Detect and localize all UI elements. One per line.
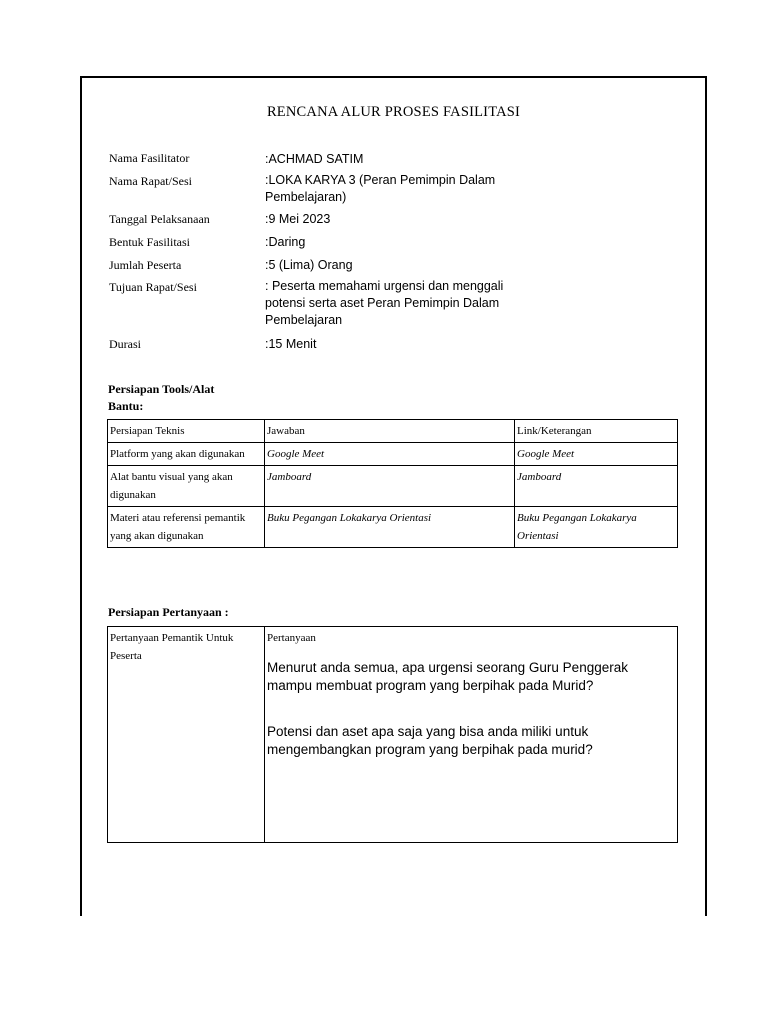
- cell-keterangan: Buku Pegangan Lokakarya Orientasi: [515, 507, 678, 548]
- cell-teknis: Platform yang akan digunakan: [108, 443, 265, 466]
- value-tanggal-pelaksanaan: :9 Mei 2023: [265, 212, 331, 226]
- cell-keterangan: Google Meet: [515, 443, 678, 466]
- cell-jawaban: Google Meet: [265, 443, 515, 466]
- table-header-row: [108, 420, 678, 443]
- questions-heading: Persiapan Pertanyaan :: [108, 605, 229, 619]
- tools-heading: Persiapan Tools/Alat Bantu:: [108, 382, 215, 413]
- table-row: [108, 443, 678, 466]
- cell-pertanyaan: [265, 627, 678, 843]
- cell-teknis: Alat bantu visual yang akan digunakan: [108, 466, 265, 507]
- cell-jawaban: Buku Pegangan Lokakarya Orientasi: [265, 507, 515, 548]
- cell-pertanyaan-pemantik: Pertanyaan Pemantik Untuk Peserta: [108, 627, 265, 843]
- header-link-keterangan: Link/Keterangan: [515, 420, 678, 443]
- label-tanggal-pelaksanaan: Tanggal Pelaksanaan: [109, 212, 210, 226]
- label-durasi: Durasi: [109, 337, 141, 351]
- questions-column-header: Pertanyaan: [267, 632, 316, 644]
- label-nama-rapat: Nama Rapat/Sesi: [109, 174, 192, 188]
- document-title: RENCANA ALUR PROSES FASILITASI: [266, 104, 521, 120]
- value-bentuk-fasilitasi: :Daring: [265, 235, 306, 249]
- tools-table: [107, 419, 678, 548]
- cell-teknis: Materi atau referensi pemantik yang akan digunakan: [108, 507, 265, 548]
- header-jawaban: Jawaban: [265, 420, 515, 443]
- table-row: [108, 507, 678, 548]
- value-tujuan-rapat: : Peserta memahami urgensi dan menggali potensi serta aset Peran Pemimpin Dalam Pembelajaran: [265, 279, 504, 327]
- label-bentuk-fasilitasi: Bentuk Fasilitasi: [109, 235, 190, 249]
- value-durasi: :15 Menit: [265, 337, 317, 351]
- label-jumlah-peserta: Jumlah Peserta: [109, 258, 182, 272]
- value-nama-fasilitator: :ACHMAD SATIM: [265, 152, 364, 166]
- cell-keterangan: Jamboard: [515, 466, 678, 507]
- value-jumlah-peserta: :5 (Lima) Orang: [265, 258, 353, 272]
- label-tujuan-rapat: Tujuan Rapat/Sesi: [109, 280, 197, 294]
- table-row: [108, 627, 678, 843]
- header-persiapan-teknis: Persiapan Teknis: [108, 420, 265, 443]
- table-row: [108, 466, 678, 507]
- cell-jawaban: Jamboard: [265, 466, 515, 507]
- value-nama-rapat: :LOKA KARYA 3 (Peran Pemimpin Dalam Pembelajaran): [265, 173, 496, 204]
- question-item: Menurut anda semua, apa urgensi seorang Guru Penggerak mampu membuat program yang berpihak pada Murid?: [267, 660, 628, 693]
- question-item: Potensi dan aset apa saja yang bisa anda miliki untuk mengembangkan program yang berpihak pada murid?: [267, 724, 593, 757]
- questions-table: [107, 626, 678, 843]
- label-nama-fasilitator: Nama Fasilitator: [109, 151, 190, 165]
